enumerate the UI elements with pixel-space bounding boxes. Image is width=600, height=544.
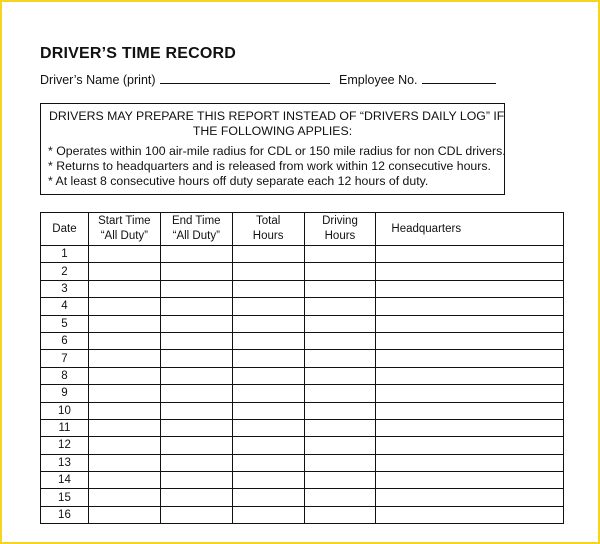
total-hours-cell[interactable]: [232, 489, 304, 506]
start-time-cell[interactable]: [88, 454, 160, 471]
total-hours-cell[interactable]: [232, 419, 304, 436]
total-hours-cell[interactable]: [232, 367, 304, 384]
headquarters-cell[interactable]: [376, 298, 564, 315]
date-cell: 6: [41, 332, 89, 349]
start-time-cell[interactable]: [88, 298, 160, 315]
headquarters-cell[interactable]: [376, 454, 564, 471]
headquarters-cell[interactable]: [376, 332, 564, 349]
driving-hours-cell[interactable]: [304, 315, 376, 332]
headquarters-cell[interactable]: [376, 263, 564, 280]
header-date: Date: [41, 213, 89, 246]
table-header-row: [41, 213, 564, 246]
time-record-table: [40, 212, 564, 524]
table-row: [41, 315, 564, 332]
notice-item: * Operates within 100 air-mile radius for CDL or 150 mile radius for non CDL drivers.: [48, 144, 506, 158]
headquarters-cell[interactable]: [376, 350, 564, 367]
end-time-cell[interactable]: [160, 246, 232, 263]
date-cell: 4: [41, 298, 89, 315]
end-time-cell[interactable]: [160, 350, 232, 367]
date-cell: 13: [41, 454, 89, 471]
driving-hours-cell[interactable]: [304, 367, 376, 384]
end-time-cell[interactable]: [160, 315, 232, 332]
date-cell: 8: [41, 367, 89, 384]
headquarters-cell[interactable]: [376, 437, 564, 454]
end-time-cell[interactable]: [160, 385, 232, 402]
total-hours-cell[interactable]: [232, 315, 304, 332]
end-time-cell[interactable]: [160, 454, 232, 471]
headquarters-cell[interactable]: [376, 280, 564, 297]
total-hours-cell[interactable]: [232, 350, 304, 367]
notice-box: [40, 103, 505, 195]
headquarters-cell[interactable]: [376, 385, 564, 402]
total-hours-cell[interactable]: [232, 437, 304, 454]
driving-hours-cell[interactable]: [304, 419, 376, 436]
end-time-cell[interactable]: [160, 332, 232, 349]
notice-heading: [41, 104, 504, 139]
start-time-cell[interactable]: [88, 367, 160, 384]
total-hours-cell[interactable]: [232, 280, 304, 297]
table-row: [41, 419, 564, 436]
notice-heading-line2: THE FOLLOWING APPLIES:: [192, 124, 353, 138]
table-row: [41, 437, 564, 454]
table-row: [41, 454, 564, 471]
start-time-cell[interactable]: [88, 280, 160, 297]
driver-name-field[interactable]: [160, 73, 330, 84]
driver-name-label: Driver’s Name (print): [40, 73, 156, 87]
driving-hours-cell[interactable]: [304, 350, 376, 367]
end-time-cell[interactable]: [160, 506, 232, 523]
notice-list: [41, 144, 504, 189]
date-cell: 14: [41, 472, 89, 489]
end-time-cell[interactable]: [160, 437, 232, 454]
date-cell: 3: [41, 280, 89, 297]
employee-no-label: Employee No.: [339, 73, 418, 87]
date-cell: 7: [41, 350, 89, 367]
date-cell: 10: [41, 402, 89, 419]
table-row: [41, 402, 564, 419]
table-row: [41, 298, 564, 315]
driving-hours-cell[interactable]: [304, 280, 376, 297]
start-time-cell[interactable]: [88, 263, 160, 280]
header-total-hours: Total Hours: [232, 213, 304, 246]
date-cell: 12: [41, 437, 89, 454]
form-title: DRIVER’S TIME RECORD: [40, 45, 237, 62]
table-row: [41, 385, 564, 402]
total-hours-cell[interactable]: [232, 263, 304, 280]
notice-item: * At least 8 consecutive hours off duty separate each 12 hours of duty.: [48, 174, 429, 188]
end-time-cell[interactable]: [160, 263, 232, 280]
start-time-cell[interactable]: [88, 385, 160, 402]
driving-hours-cell[interactable]: [304, 437, 376, 454]
driving-hours-cell[interactable]: [304, 454, 376, 471]
driving-hours-cell[interactable]: [304, 298, 376, 315]
headquarters-cell[interactable]: [376, 472, 564, 489]
start-time-cell[interactable]: [88, 472, 160, 489]
total-hours-cell[interactable]: [232, 454, 304, 471]
end-time-cell[interactable]: [160, 472, 232, 489]
headquarters-cell[interactable]: [376, 402, 564, 419]
table-body: [41, 246, 564, 524]
date-cell: 2: [41, 263, 89, 280]
header-driving-hours: Driving Hours: [304, 213, 376, 246]
start-time-cell[interactable]: [88, 350, 160, 367]
driving-hours-cell[interactable]: [304, 489, 376, 506]
start-time-cell[interactable]: [88, 315, 160, 332]
table-row: [41, 367, 564, 384]
driving-hours-cell[interactable]: [304, 402, 376, 419]
employee-no-field[interactable]: [422, 73, 496, 84]
end-time-cell[interactable]: [160, 489, 232, 506]
header-headquarters: Headquarters: [376, 213, 564, 246]
table-row: [41, 472, 564, 489]
start-time-cell[interactable]: [88, 506, 160, 523]
headquarters-cell[interactable]: [376, 419, 564, 436]
total-hours-cell[interactable]: [232, 298, 304, 315]
start-time-cell[interactable]: [88, 489, 160, 506]
driving-hours-cell[interactable]: [304, 246, 376, 263]
headquarters-cell[interactable]: [376, 315, 564, 332]
total-hours-cell[interactable]: [232, 402, 304, 419]
table-row: [41, 280, 564, 297]
table-row: [41, 263, 564, 280]
start-time-cell[interactable]: [88, 419, 160, 436]
header-end-time: End Time “All Duty”: [160, 213, 232, 246]
end-time-cell[interactable]: [160, 419, 232, 436]
start-time-cell[interactable]: [88, 246, 160, 263]
headquarters-cell[interactable]: [376, 367, 564, 384]
total-hours-cell[interactable]: [232, 246, 304, 263]
total-hours-cell[interactable]: [232, 385, 304, 402]
driving-hours-cell[interactable]: [304, 385, 376, 402]
date-cell: 9: [41, 385, 89, 402]
driving-hours-cell[interactable]: [304, 332, 376, 349]
driving-hours-cell[interactable]: [304, 472, 376, 489]
table-row: [41, 350, 564, 367]
total-hours-cell[interactable]: [232, 472, 304, 489]
start-time-cell[interactable]: [88, 402, 160, 419]
form-fields: [40, 73, 496, 87]
table-row: [41, 506, 564, 523]
start-time-cell[interactable]: [88, 437, 160, 454]
date-cell: 15: [41, 489, 89, 506]
end-time-cell[interactable]: [160, 280, 232, 297]
notice-item: * Returns to headquarters and is released from work within 12 consecutive hours.: [48, 159, 491, 173]
driving-hours-cell[interactable]: [304, 506, 376, 523]
date-cell: 11: [41, 419, 89, 436]
date-cell: 16: [41, 506, 89, 523]
end-time-cell[interactable]: [160, 402, 232, 419]
headquarters-cell[interactable]: [376, 246, 564, 263]
total-hours-cell[interactable]: [232, 332, 304, 349]
table-row: [41, 246, 564, 263]
end-time-cell[interactable]: [160, 367, 232, 384]
table-row: [41, 489, 564, 506]
headquarters-cell[interactable]: [376, 489, 564, 506]
total-hours-cell[interactable]: [232, 506, 304, 523]
driving-hours-cell[interactable]: [304, 263, 376, 280]
date-cell: 1: [41, 246, 89, 263]
end-time-cell[interactable]: [160, 298, 232, 315]
headquarters-cell[interactable]: [376, 506, 564, 523]
table-row: [41, 332, 564, 349]
date-cell: 5: [41, 315, 89, 332]
notice-heading-line1: DRIVERS MAY PREPARE THIS REPORT INSTEAD OF “DRIVERS DAILY LOG” IF: [49, 109, 505, 123]
start-time-cell[interactable]: [88, 332, 160, 349]
header-start-time: Start Time “All Duty”: [88, 213, 160, 246]
